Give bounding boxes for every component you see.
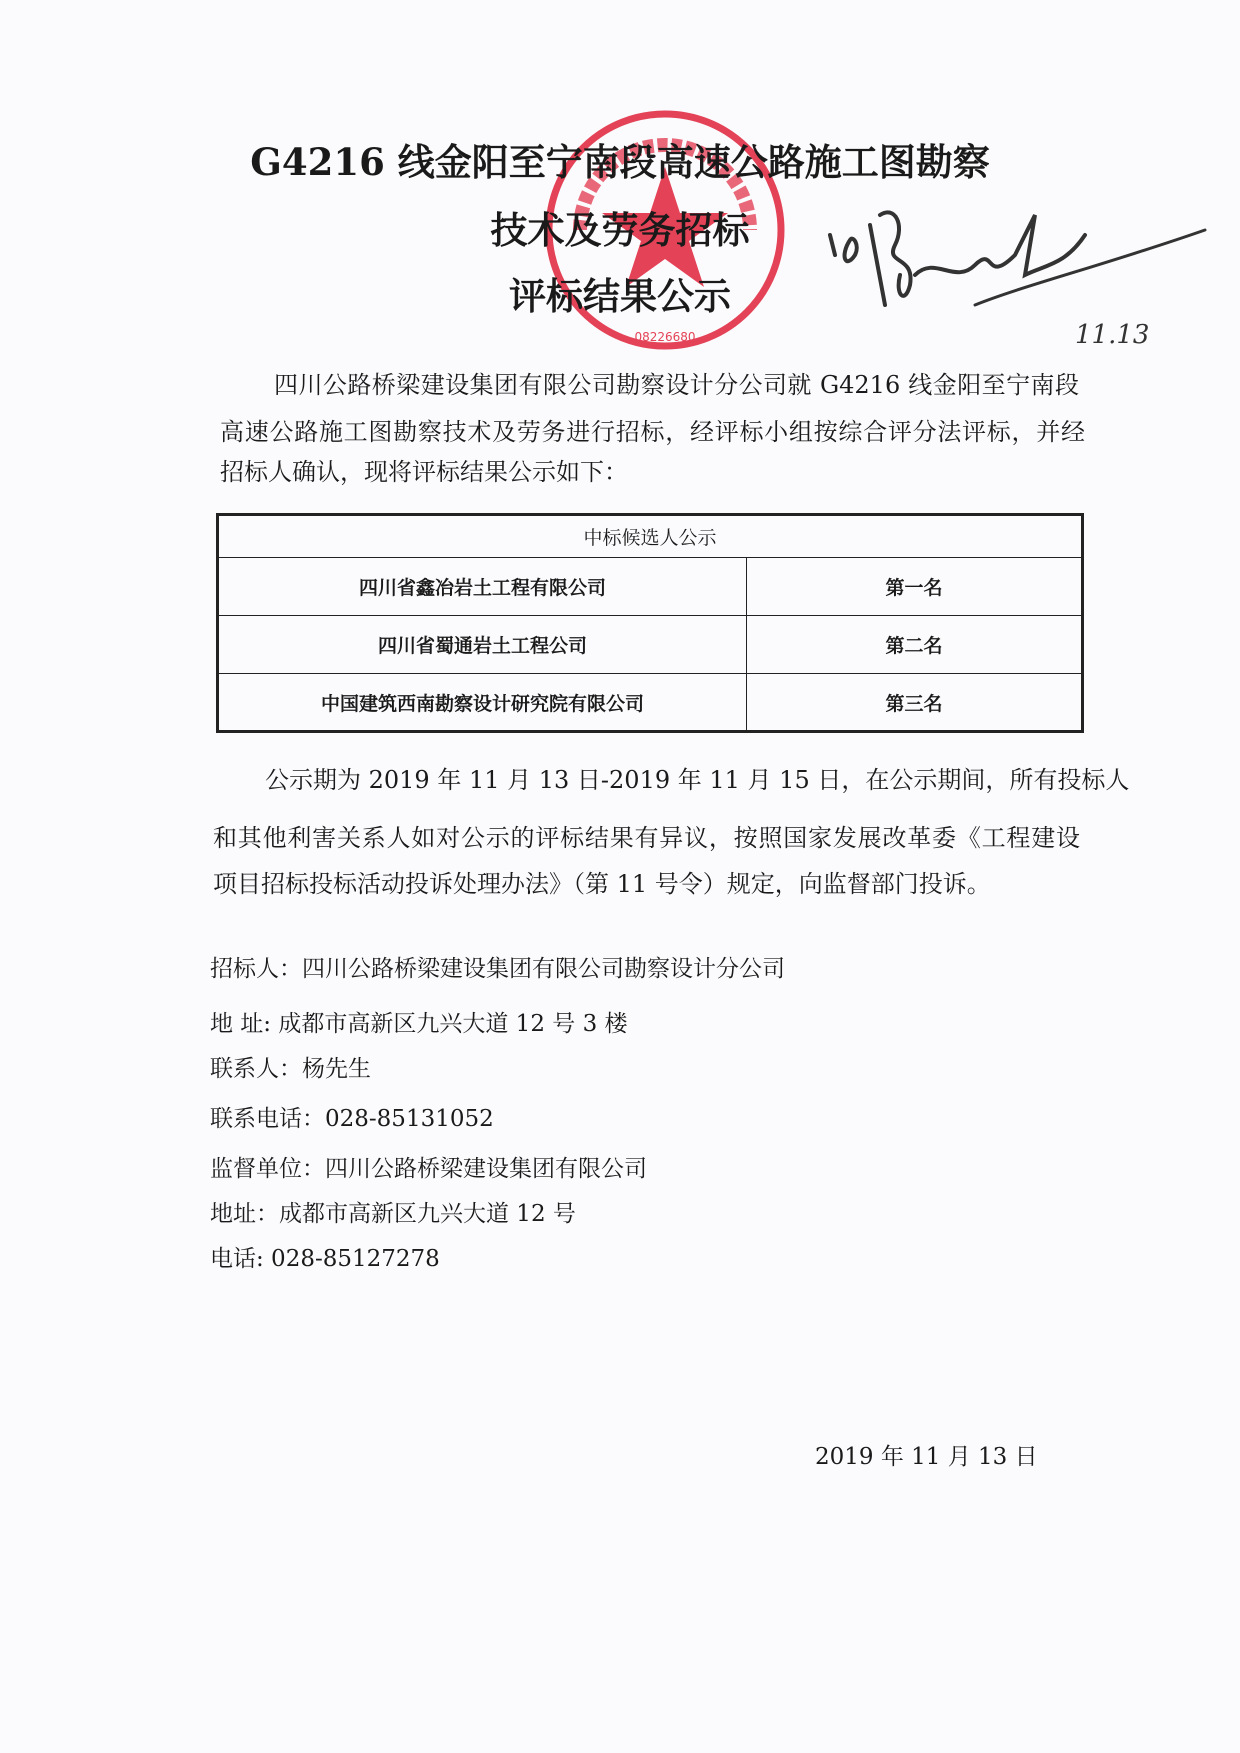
notice-line: 公示期为 2019 年 11 月 13 日-2019 年 11 月 15 日，在公示期间，所有投标人 bbox=[265, 766, 1130, 794]
supervisor-address: 地址：成都市高新区九兴大道 12 号 bbox=[210, 1201, 576, 1227]
notice-line: 和其他利害关系人如对公示的评标结果有异议，按照国家发展改革委《工程建设 bbox=[213, 824, 1080, 852]
intro-line: 招标人确认，现将评标结果公示如下： bbox=[220, 458, 628, 486]
company-cell: 中国建筑西南勘察设计研究院有限公司 bbox=[218, 674, 747, 732]
rank-cell: 第二名 bbox=[747, 616, 1083, 674]
title-line-2: 技术及劳务招标 bbox=[490, 208, 750, 252]
title-line-1: G4216 线金阳至宁南段高速公路施工图勘察 bbox=[250, 140, 990, 184]
document-date: 2019 年 11 月 13 日 bbox=[815, 1444, 1038, 1470]
title-line-3: 评标结果公示 bbox=[509, 274, 731, 318]
intro-line: 高速公路施工图勘察技术及劳务进行招标，经评标小组按综合评分法评标，并经 bbox=[220, 418, 1085, 446]
contact-person: 联系人：杨先生 bbox=[210, 1056, 371, 1082]
intro-line: 四川公路桥梁建设集团有限公司勘察设计分公司就 G4216 线金阳至宁南段 bbox=[274, 371, 1079, 399]
rank-cell: 第一名 bbox=[747, 558, 1083, 616]
supervisor-phone: 电话: 028-85127278 bbox=[210, 1246, 440, 1272]
table-row bbox=[218, 558, 1083, 616]
stamp-number: 08226680 bbox=[634, 330, 696, 344]
address: 地 址: 成都市高新区九兴大道 12 号 3 楼 bbox=[210, 1011, 628, 1037]
handwritten-signature bbox=[825, 195, 1215, 355]
candidates-table bbox=[216, 513, 1084, 733]
supervisor: 监督单位：四川公路桥梁建设集团有限公司 bbox=[210, 1156, 647, 1182]
table-header: 中标候选人公示 bbox=[218, 515, 1083, 558]
tenderer: 招标人：四川公路桥梁建设集团有限公司勘察设计分公司 bbox=[210, 956, 785, 982]
table-row bbox=[218, 616, 1083, 674]
notice-line: 项目招标投标活动投诉处理办法》（第 11 号令）规定，向监督部门投诉。 bbox=[213, 870, 991, 898]
company-cell: 四川省鑫冶岩土工程有限公司 bbox=[218, 558, 747, 616]
rank-cell: 第三名 bbox=[747, 674, 1083, 732]
company-cell: 四川省蜀通岩土工程公司 bbox=[218, 616, 747, 674]
signature-date: 11.13 bbox=[1075, 320, 1150, 350]
table-row bbox=[218, 674, 1083, 732]
contact-phone: 联系电话：028-85131052 bbox=[210, 1106, 494, 1132]
